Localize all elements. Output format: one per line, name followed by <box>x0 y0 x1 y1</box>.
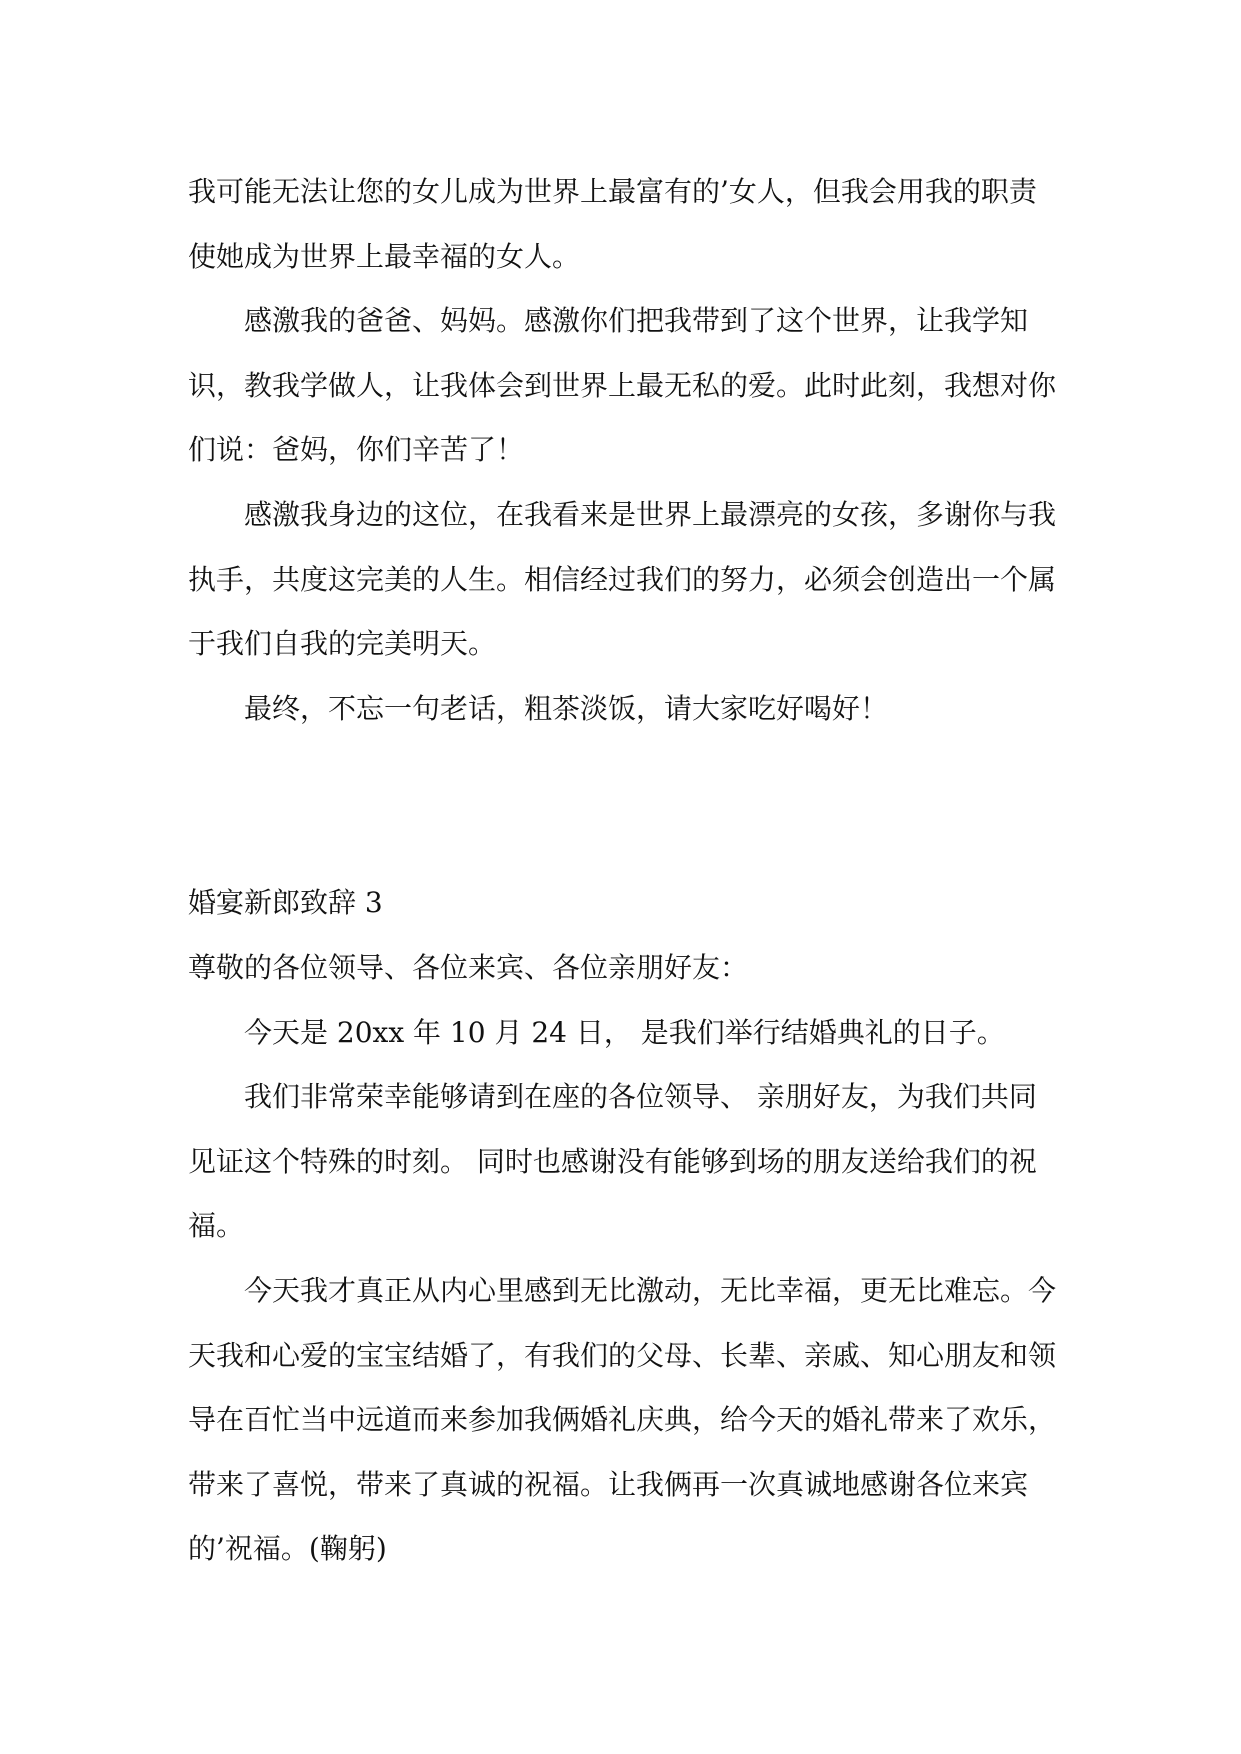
paragraph-thanks-parents: 感激我的爸爸、妈妈。感激你们把我带到了这个世界，让我学知识，教我学做人，让我体会到世界上最无私的爱。此时此刻，我想对你们说：爸妈，你们辛苦了！ <box>188 304 1057 467</box>
paragraph-emotions: 今天我才真正从内心里感到无比激动，无比幸福，更无比难忘。今天我和心爱的宝宝结婚了，有我们的父母、长辈、亲戚、知心朋友和领导在百忙当中远道而来参加我俩婚礼庆典，给今天的婚礼带来了欢乐，带来了喜悦，带来了真诚的祝福。让我俩再一次真诚地感谢各位来宾的’祝福。(鞠躬) <box>188 1273 1057 1566</box>
paragraph-wedding-date: 今天是 20xx 年 10 月 24 日， 是我们举行结婚典礼的日子。 <box>244 1015 1005 1049</box>
paragraph-closing: 最终，不忘一句老话，粗茶淡饭，请大家吃好喝好！ <box>244 691 889 725</box>
paragraph-continuation: 我可能无法让您的女儿成为世界上最富有的’女人，但我会用我的职责使她成为世界上最幸福的女人。 <box>188 175 1037 273</box>
section-title: 婚宴新郎致辞 3 <box>188 886 383 920</box>
greeting-line: 尊敬的各位领导、各位来宾、各位亲朋好友： <box>188 950 749 984</box>
paragraph-honored-guests: 我们非常荣幸能够请到在座的各位领导、 亲朋好友，为我们共同见证这个特殊的时刻。 同时也感谢没有能够到场的朋友送给我们的祝福。 <box>188 1080 1037 1243</box>
section-spacer <box>188 741 1063 871</box>
paragraph-thanks-bride: 感激我身边的这位，在我看来是世界上最漂亮的女孩，多谢你与我执手，共度这完美的人生。相信经过我们的努力，必须会创造出一个属于我们自我的完美明天。 <box>188 497 1057 661</box>
document-body <box>188 160 1063 1582</box>
